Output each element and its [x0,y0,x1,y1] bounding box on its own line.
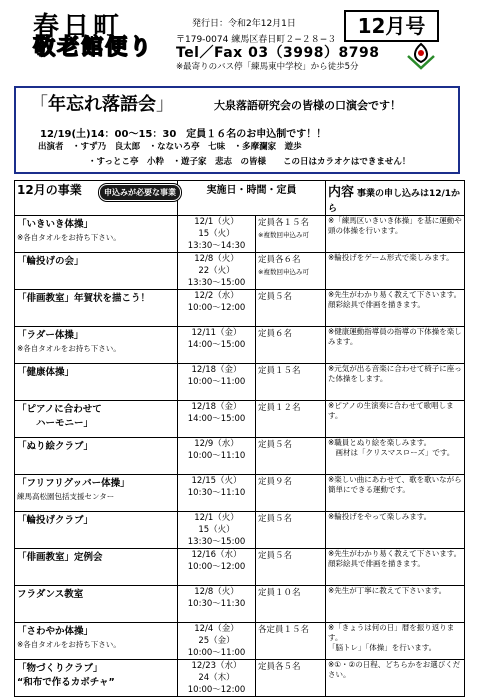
table-row [15,364,465,401]
table-row [15,660,465,697]
event-note: 練馬高松園包括支援センター [17,492,115,501]
address: 〒179-0074 練馬区春日町２−２８−３ [176,35,337,45]
event-time: 12/1（火） 15（火） 13:30〜15:00 [178,512,256,549]
publish-date: 発行日：令和2年12月1日 [192,19,296,29]
table-row [15,586,465,623]
table-row [15,290,465,327]
event-capacity: 定員５名 [256,438,326,475]
registration-required-badge: 申込みが必要な事業 [99,184,181,201]
event-description: ※「きょうは何の日」暦を振り返ります。 「脳トレ」「体操」を行います。 [326,623,465,660]
event-description: ※「練馬区いきいき体操」を基に運動や頭の体操を行います。 [326,216,465,253]
event-name: 「さわやか体操」 ※各自タオルをお持ち下さい。 [15,623,178,660]
event-time: 12/8（火） 22（火） 13:30〜15:00 [178,253,256,290]
rakugo-cast-line1: 出演者 ・すず乃 良太郎 ・なないろ亭 七味 ・多摩瀾家 遊歩 [38,142,302,152]
event-description: ※楽しい曲にあわせて、歌を歌いながら簡単にできる運動です。 [326,475,465,512]
event-description: ※元気が出る音楽に合わせて椅子に座った体操をします。 [326,364,465,401]
event-time: 12/2（水） 10:00〜12:00 [178,290,256,327]
event-note: ※各自タオルをお持ち下さい。 [17,233,121,242]
event-capacity: 定員各６名 ※複数回申込み可 [256,253,326,290]
event-time: 12/18（金） 14:00〜15:00 [178,401,256,438]
rakugo-title: 「年忘れ落語会」 [30,94,174,115]
rakugo-cast-line2: ・すっとこ亭 小粋 ・遊子家 悲志 の皆様 この日はカラオケはできません！ [88,157,411,167]
event-name: 「輪投げの会」 [15,253,178,290]
capacity-note: ※複数回申込み可 [258,268,309,276]
event-description: ※輪投げをやって楽しみます。 [326,512,465,549]
table-row [15,438,465,475]
table-row [15,475,465,512]
event-description: ※職員とぬり絵を楽しみます。 画材は「クリスマスローズ」です。 [326,438,465,475]
event-name: 「俳画教室」定例会 [15,549,178,586]
tel-fax: Tel／Fax 03（3998）8798 [176,45,380,61]
header-name: 春日町 [33,12,124,42]
bus-note: ※最寄りのバス停「練馬東中学校」から徒歩5分 [176,62,359,72]
event-time: 12/4（金） 25（金） 10:00〜11:00 [178,623,256,660]
header-event: 12月の事業 申込みが必要な事業 [15,181,178,216]
event-capacity: 定員６名 [256,327,326,364]
event-description: ※先生がわかり易く教えて下さいます。顔彩絵具で俳画を描きます。 [326,290,465,327]
rakugo-subtitle: 大泉落語研究会の皆様の口演会です！ [214,99,401,112]
capacity-note: ※複数回申込み可 [258,231,309,239]
header-datetime: 実施日・時間・定員 [178,181,326,216]
event-time: 12/15（火） 10:30〜11:10 [178,475,256,512]
event-capacity: 定員５名 [256,549,326,586]
event-name: 「輪投げクラブ」 [15,512,178,549]
table-row [15,401,465,438]
table-row [15,216,465,253]
event-capacity: 定員各５名 [256,660,326,697]
event-name: 「俳画教室」年賀状を描こう！ [15,290,178,327]
table-row [15,623,465,660]
event-name: 「ピアノに合わせて ハーモニー」 [15,401,178,438]
event-note: ※各自タオルをお持ち下さい。 [17,344,121,353]
event-name: 「いきいき体操」 ※各自タオルをお持ち下さい。 [15,216,178,253]
event-time: 12/9（水） 10:00〜11:10 [178,438,256,475]
table-row [15,253,465,290]
event-name: 「物づくりクラブ」 “和布で作るカボチャ” [15,660,178,697]
event-time: 12/16（水） 10:00〜12:00 [178,549,256,586]
event-capacity: 定員５名 [256,512,326,549]
newsletter-title: 敬老館便り [33,34,154,60]
table-row [15,512,465,549]
schedule-table [14,180,465,697]
event-description: ※ピアノの生演奏に合わせて歌唱します。 [326,401,465,438]
event-time: 12/18（金） 10:00〜11:00 [178,364,256,401]
event-name: 「健康体操」 [15,364,178,401]
event-time: 12/23（水） 24（木） 10:00〜12:00 [178,660,256,697]
header-content: 内容 事業の申し込みは12/1から [326,181,465,216]
table-row [15,549,465,586]
event-description: ※①・②の日程、どちらかをお選びください。 [326,660,465,697]
month-badge: 12月号 [344,10,439,42]
event-time: 12/8（火） 10:30〜11:30 [178,586,256,623]
event-description: ※先生がわかり易く教えて下さいます。顔彩絵具で俳画を描きます。 [326,549,465,586]
event-name: 「ぬり絵クラブ」 [15,438,178,475]
event-name: 「ラダー体操」 ※各自タオルをお持ち下さい。 [15,327,178,364]
event-capacity: 定員９名 [256,475,326,512]
event-capacity: 定員５名 [256,290,326,327]
nerima-city-logo-icon [400,40,442,74]
rakugo-time: 12/19(土)14：00〜15：30 定員１６名のお申込制です！！ [40,129,327,140]
event-note: ※各自タオルをお持ち下さい。 [17,640,121,649]
event-capacity: 各定員１５名 [256,623,326,660]
event-name: 「フリフリグッパー体操」 練馬高松園包括支援センター [15,475,178,512]
event-capacity: 定員１５名 [256,364,326,401]
event-time: 12/1（火） 15（火） 13:30〜14:30 [178,216,256,253]
event-capacity: 定員１２名 [256,401,326,438]
event-name: フラダンス教室 [15,586,178,623]
event-time: 12/11（金） 14:00〜15:00 [178,327,256,364]
event-capacity: 定員各１５名 ※複数回申込み可 [256,216,326,253]
event-capacity: 定員１０名 [256,586,326,623]
event-description: ※輪投げをゲーム形式で楽しみます。 [326,253,465,290]
table-row [15,327,465,364]
event-description: ※健康運動指導員の指導の下体操を楽しみます。 [326,327,465,364]
event-description: ※先生が丁寧に教えて下さいます。 [326,586,465,623]
